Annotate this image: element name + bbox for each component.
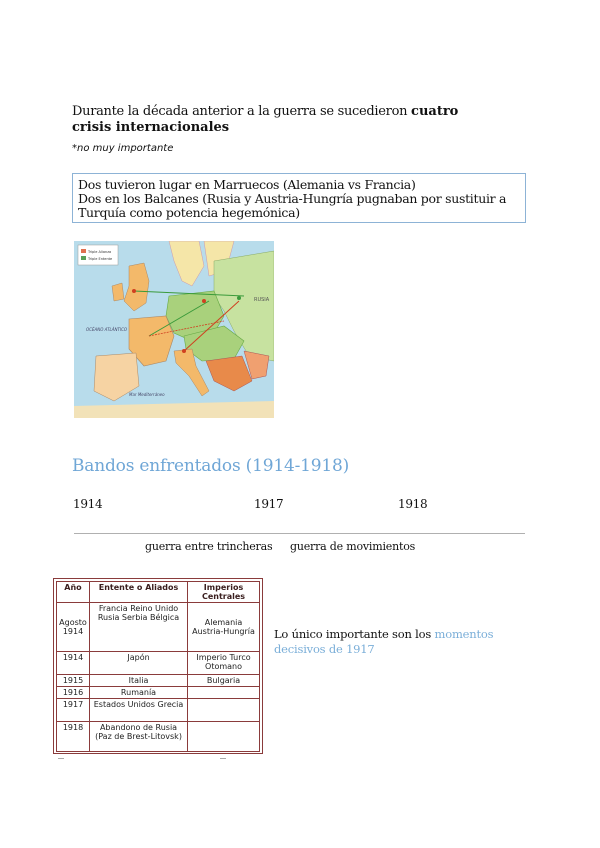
cell-year: 1914 — [57, 652, 90, 675]
cell-entente: Estados Unidos Grecia — [90, 699, 188, 722]
timeline-rule — [74, 533, 525, 534]
cell-central: Imperio Turco Otomano — [188, 652, 260, 675]
phase-movimientos: guerra de movimientos — [290, 540, 416, 553]
europe-alliances-map — [74, 241, 274, 418]
table-row — [57, 722, 260, 752]
header-entente: Entente o Aliados — [90, 582, 188, 603]
allies-table — [56, 581, 260, 752]
cell-year: 1917 — [57, 699, 90, 722]
cell-central: Bulgaria — [188, 675, 260, 687]
cell-central: Alemania Austria-Hungría — [188, 603, 260, 652]
cell-entente: Japón — [90, 652, 188, 675]
timeline-year-1914: 1914 — [73, 497, 103, 511]
phase-trincheras: guerra entre trincheras — [145, 540, 273, 553]
cell-year: 1915 — [57, 675, 90, 687]
intro-text: Durante la década anterior a la guerra se sucedieron — [72, 104, 412, 119]
cell-entente: Italia — [90, 675, 188, 687]
table-row — [57, 699, 260, 722]
map-label-mar: Mar Mediterráneo — [129, 392, 165, 397]
cell-entente: Abandono de Rusia (Paz de Brest-Litovsk) — [90, 722, 188, 752]
cell-year: 1918 — [57, 722, 90, 752]
header-ano: Año — [57, 582, 90, 603]
important-text: Lo único importante son los — [274, 627, 435, 641]
header-central: Imperios Centrales — [188, 582, 260, 603]
cell-central — [188, 699, 260, 722]
map-drawing — [74, 241, 274, 418]
table-row — [57, 687, 260, 699]
momentos-decisivos-link[interactable]: momentos decisivos de 1917 — [274, 627, 494, 656]
crisis-box — [72, 173, 526, 223]
crisis-line-marruecos: Dos tuvieron lugar en Marruecos (Alemania vs Francia) — [78, 177, 416, 192]
cell-year: Agosto 1914 — [57, 603, 90, 652]
section-heading: Bandos enfrentados (1914-1918) — [72, 456, 350, 476]
table-row — [57, 652, 260, 675]
timeline-year-1918: 1918 — [398, 497, 428, 511]
cell-year: 1916 — [57, 687, 90, 699]
important-note — [274, 627, 524, 657]
table-row — [57, 603, 260, 652]
crisis-line-balcanes: Dos en los Balcanes (Rusia y Austria-Hungría pugnaban por sustituir a Turquía como potencia hegemónica) — [78, 191, 507, 220]
table-header-row — [57, 582, 260, 603]
cell-central — [188, 722, 260, 752]
intro-bold-text: cuatro crisis internacionales — [72, 104, 459, 135]
intro-paragraph — [72, 104, 492, 136]
divider-mark — [220, 758, 226, 759]
map-label-rusia: RUSIA — [254, 297, 270, 303]
map-label-oceano: OCÉANO ATLÁNTICO — [86, 327, 128, 332]
divider-mark — [58, 758, 64, 759]
cell-central — [188, 687, 260, 699]
cell-entente: Rumanía — [90, 687, 188, 699]
side-note: *no muy importante — [72, 143, 174, 154]
map-legend-entente: Triple Entente — [88, 257, 113, 261]
table-row — [57, 675, 260, 687]
map-legend-alianza: Triple Alianza — [88, 250, 112, 254]
timeline-year-1917: 1917 — [254, 497, 284, 511]
cell-entente: Francia Reino Unido Rusia Serbia Bélgica — [90, 603, 188, 652]
allies-table-frame — [53, 578, 263, 754]
